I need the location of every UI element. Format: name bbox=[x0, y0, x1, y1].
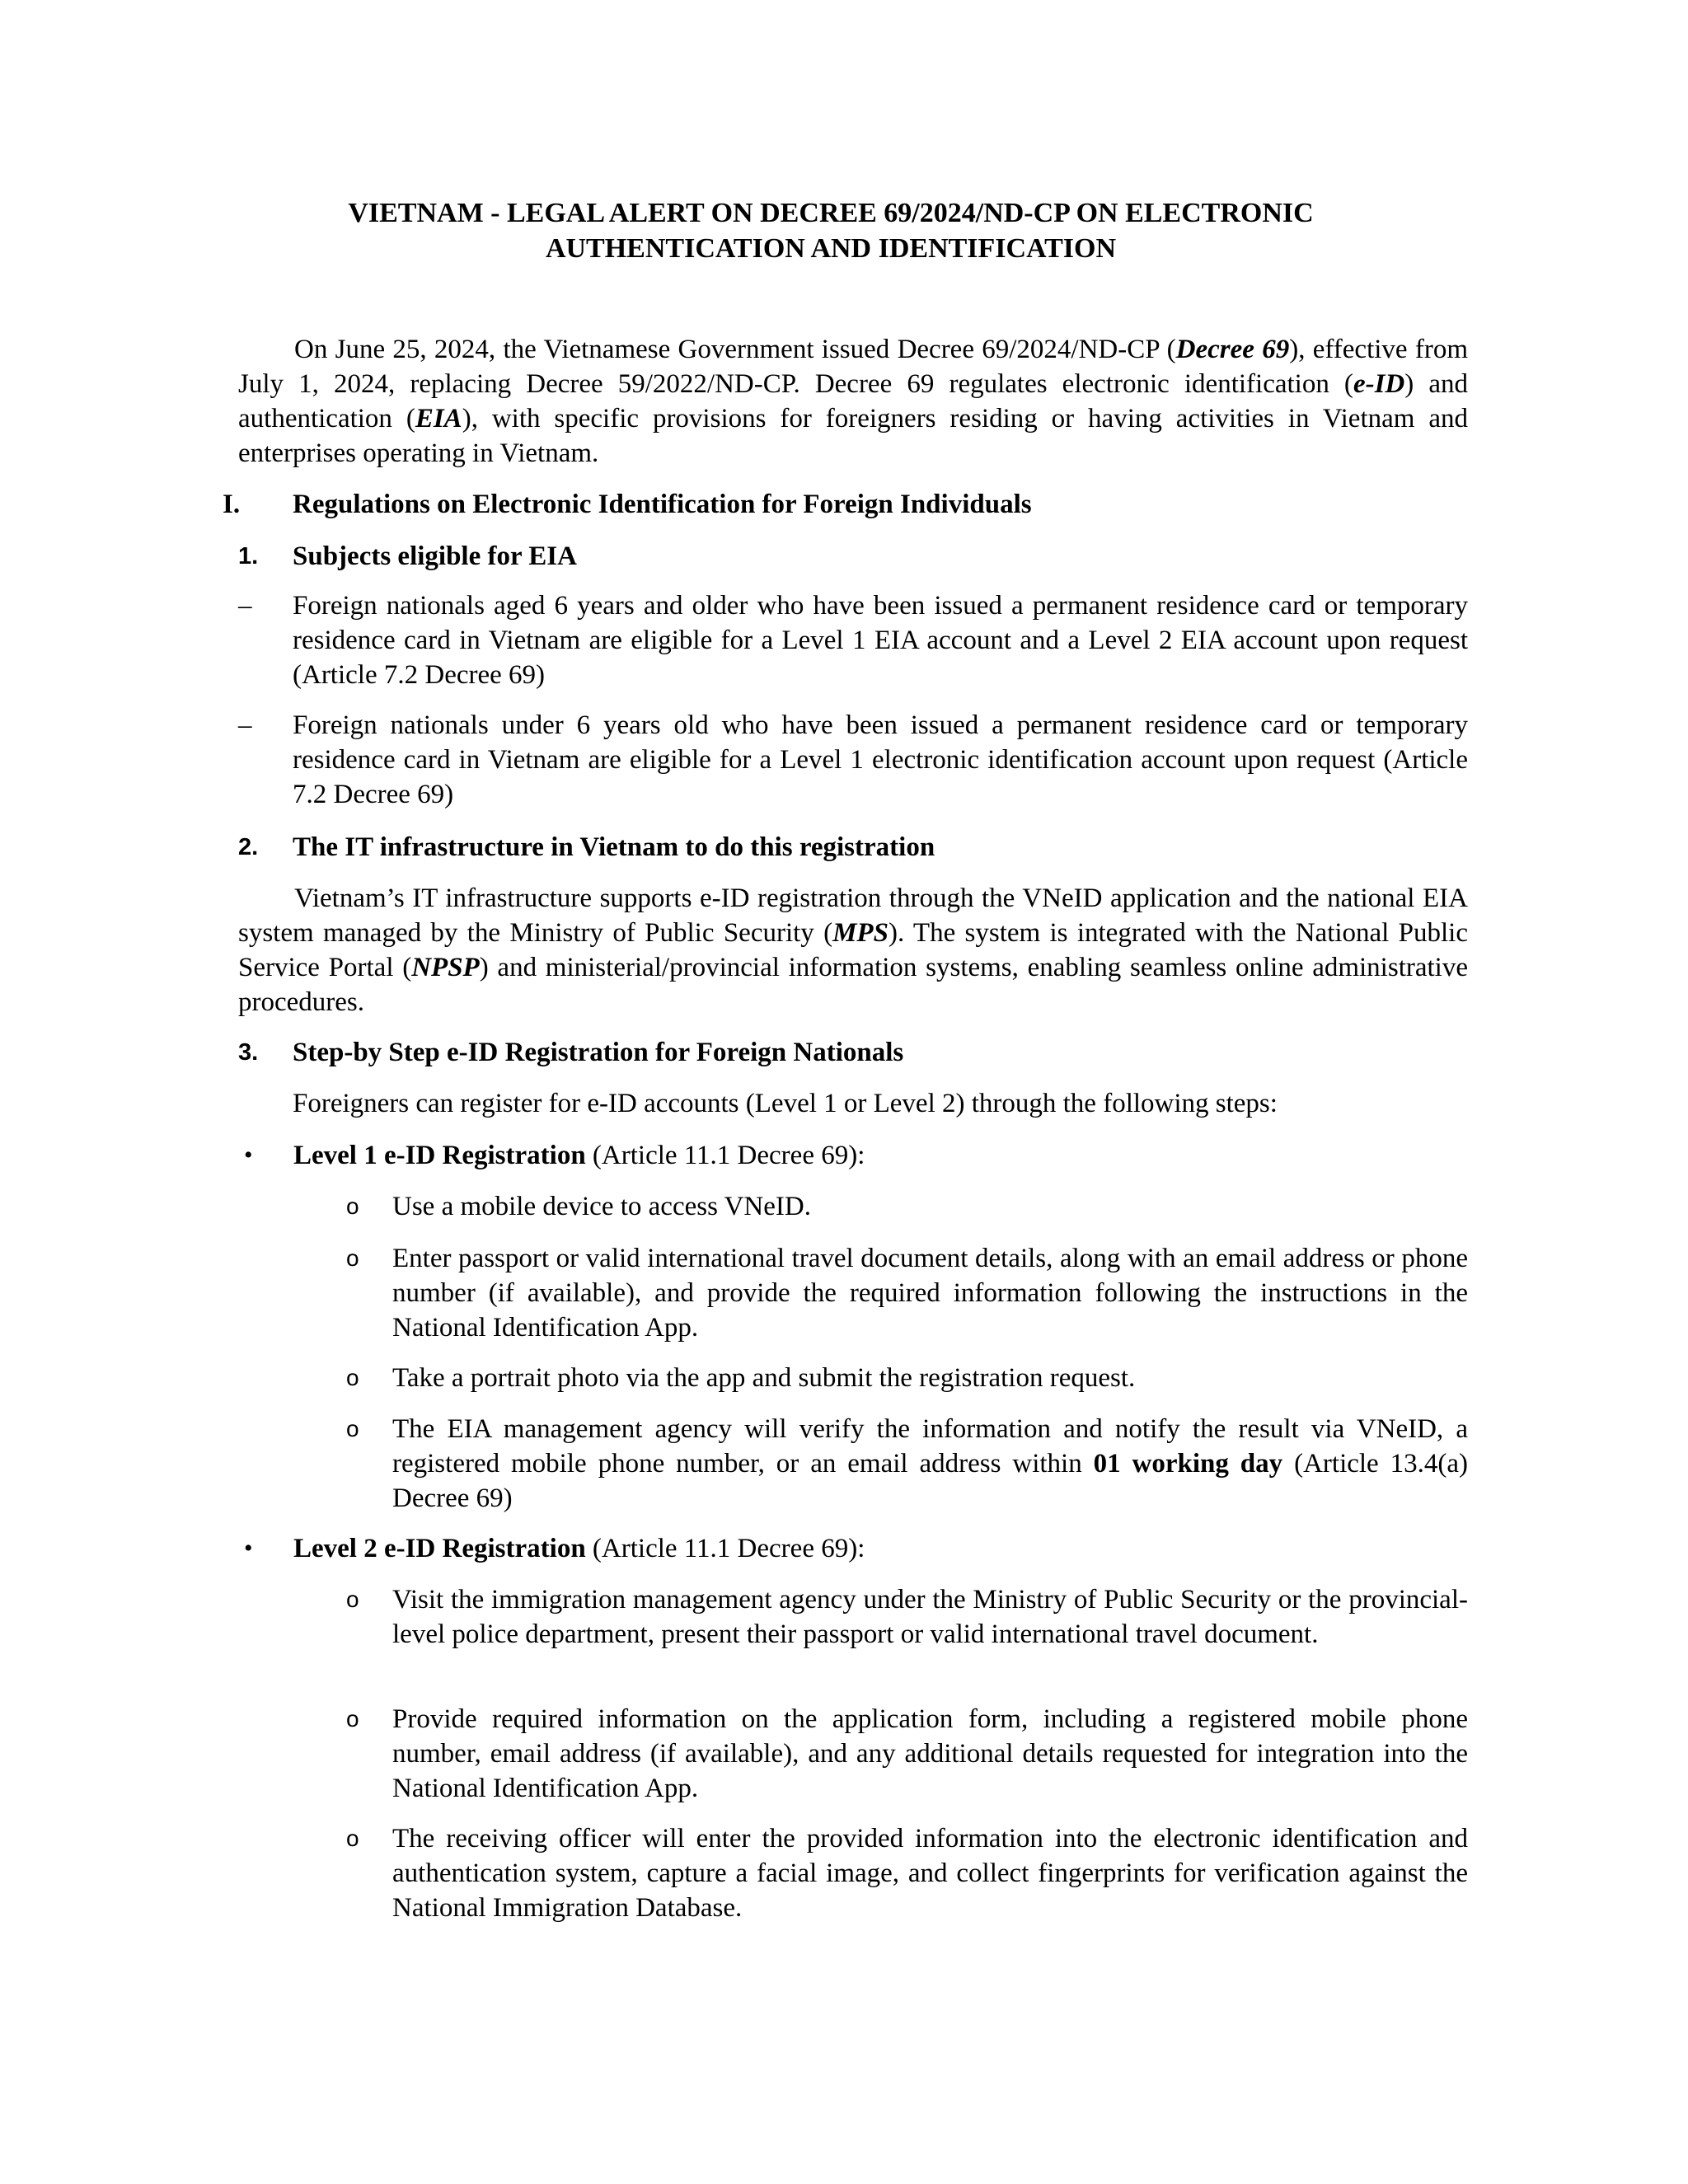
it-term-npsp: NPSP bbox=[411, 953, 480, 982]
bullet-marker: • bbox=[244, 1141, 253, 1169]
intro-text-1: On June 25, 2024, the Vietnamese Government issued Decree 69/2024/ND-CP ( bbox=[294, 335, 1176, 364]
step-4-text-2: (Article 13.4(a) Decree 69) bbox=[392, 1449, 1468, 1513]
subsection-3-number: 3. bbox=[238, 1039, 259, 1066]
sub-bullet-marker: o bbox=[346, 1706, 359, 1732]
intro-term-eid: e-ID bbox=[1353, 369, 1405, 399]
level-1-step-text bbox=[392, 1412, 1468, 1516]
subsection-1-number: 1. bbox=[238, 543, 259, 569]
eligibility-item-text: Foreign nationals under 6 years old who have been issued a permanent residence card or temporary residence card in Vietnam are eligible for a Level 1 electronic identification account upon request (Article 7.2 Decree 69) bbox=[293, 710, 1468, 809]
level-1-step-text: Use a mobile device to access VNeID. bbox=[392, 1192, 811, 1221]
level-2-label: Level 2 e-ID Registration bbox=[293, 1534, 586, 1563]
it-text-2: ). The system is integrated with the National Public Service Portal ( bbox=[238, 918, 1468, 982]
dash-marker: – bbox=[238, 591, 252, 621]
intro-term-eia: EIA bbox=[415, 404, 462, 434]
section-1-number: I. bbox=[223, 490, 241, 519]
level-2-heading-text bbox=[293, 1531, 865, 1566]
subsection-1-title: Subjects eligible for EIA bbox=[293, 541, 577, 571]
level-1-heading-text bbox=[293, 1138, 865, 1173]
title-line-2: AUTHENTICATION AND IDENTIFICATION bbox=[545, 233, 1117, 264]
eligibility-item-text: Foreign nationals aged 6 years and older who have been issued a permanent residence card or temporary residence card in Vietnam are eligible for a Level 1 EIA account and a Level 2 EIA account upon request (Article 7.2 Decree 69) bbox=[293, 591, 1468, 690]
sub-bullet-marker: o bbox=[346, 1586, 359, 1612]
working-day-emphasis: 01 working day bbox=[1093, 1449, 1283, 1479]
dash-marker: – bbox=[238, 710, 252, 740]
intro-paragraph bbox=[238, 332, 1468, 471]
intro-text-4: ), with specific provisions for foreigners residing or having activities in Vietnam and enterprises operating in Vietnam. bbox=[238, 404, 1468, 468]
level-1-step-text: Take a portrait photo via the app and submit the registration request. bbox=[392, 1363, 1136, 1393]
level-1-step-text: Enter passport or valid international travel document details, along with an email address or phone number (if available), and provide the required information following the instructions in the National Identification App. bbox=[392, 1244, 1468, 1343]
subsection-2-number: 2. bbox=[238, 834, 259, 860]
document-title bbox=[165, 195, 1497, 266]
bullet-marker: • bbox=[244, 1535, 253, 1562]
it-infrastructure-paragraph bbox=[238, 881, 1468, 1019]
it-text-3: ) and ministerial/provincial information systems, enabling seamless online administrative procedures. bbox=[238, 953, 1468, 1017]
intro-term-decree69: Decree 69 bbox=[1175, 335, 1290, 364]
section-1-title: Regulations on Electronic Identification for Foreign Individuals bbox=[293, 490, 1032, 519]
subsection-2-title: The IT infrastructure in Vietnam to do this registration bbox=[293, 832, 935, 862]
level-1-reference: (Article 11.1 Decree 69): bbox=[585, 1141, 865, 1170]
intro-text-2: ), effective from July 1, 2024, replacing Decree 59/2022/ND-CP. Decree 69 regulates electronic identification ( bbox=[238, 335, 1468, 399]
registration-intro: Foreigners can register for e-ID accounts (Level 1 or Level 2) through the following steps: bbox=[293, 1089, 1278, 1118]
subsection-3-title: Step-by Step e-ID Registration for Foreign Nationals bbox=[293, 1038, 904, 1067]
sub-bullet-marker: o bbox=[346, 1245, 359, 1271]
level-2-step-text: Visit the immigration management agency under the Ministry of Public Security or the provincial-level police department, present their passport or valid international travel document. bbox=[392, 1585, 1468, 1649]
sub-bullet-marker: o bbox=[346, 1416, 359, 1441]
it-text-1: Vietnam’s IT infrastructure supports e-ID registration through the VNeID application and the national EIA system managed by the Ministry of Public Security ( bbox=[238, 883, 1468, 948]
level-2-reference: (Article 11.1 Decree 69): bbox=[585, 1534, 865, 1563]
level-2-step-text: The receiving officer will enter the provided information into the electronic identification and authentication system, capture a facial image, and collect fingerprints for verification against the National Immigration Database. bbox=[392, 1824, 1468, 1923]
sub-bullet-marker: o bbox=[346, 1193, 359, 1219]
it-term-mps: MPS bbox=[832, 918, 889, 948]
step-4-text-1: The EIA management agency will verify the information and notify the result via VNeID, a registered mobile phone number, or an email address within bbox=[392, 1414, 1468, 1479]
level-1-label: Level 1 e-ID Registration bbox=[293, 1141, 586, 1170]
sub-bullet-marker: o bbox=[346, 1825, 359, 1851]
sub-bullet-marker: o bbox=[346, 1365, 359, 1390]
level-2-step-text: Provide required information on the application form, including a registered mobile phone number, email address (if available), and any additional details requested for integration into the National Identification App. bbox=[392, 1704, 1468, 1803]
title-line-1: VIETNAM - LEGAL ALERT ON DECREE 69/2024/ND-CP ON ELECTRONIC bbox=[348, 198, 1314, 228]
intro-text-3: ) and authentication ( bbox=[238, 369, 1469, 434]
